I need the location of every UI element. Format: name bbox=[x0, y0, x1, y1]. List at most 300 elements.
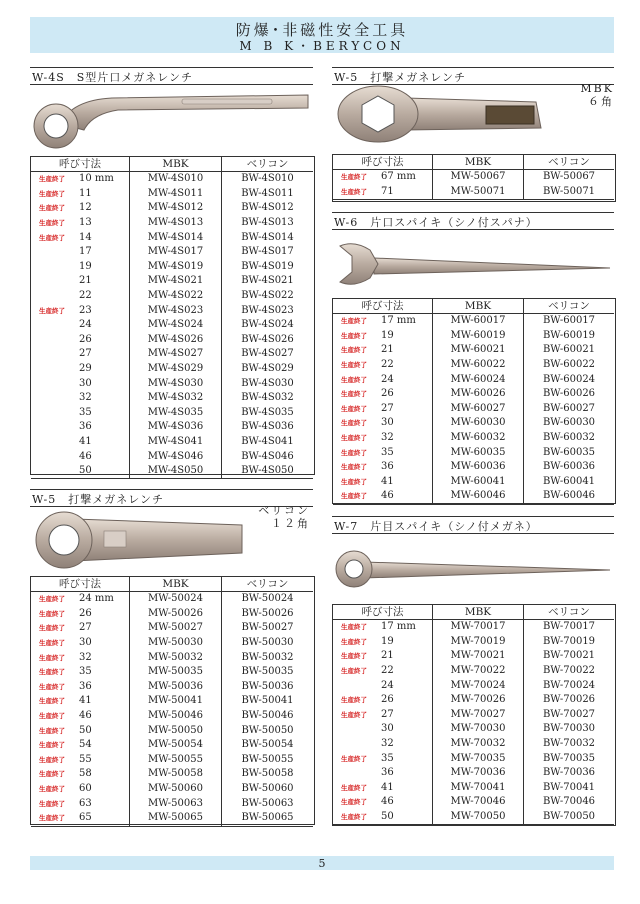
table-row bbox=[333, 766, 614, 781]
spec-table-w5-12 bbox=[31, 576, 313, 827]
size-cell: 30 bbox=[381, 417, 394, 429]
mbk-part-number: MW-4S012 bbox=[130, 201, 222, 216]
size-cell: 22 bbox=[381, 359, 394, 371]
berycon-part-number: BW-50060 bbox=[222, 782, 314, 797]
mbk-part-number: MW-4S010 bbox=[130, 172, 222, 187]
table-row bbox=[333, 372, 614, 387]
berycon-part-number: BW-70041 bbox=[524, 781, 615, 796]
berycon-part-number: BW-50035 bbox=[222, 665, 314, 680]
size-cell: 46 bbox=[79, 710, 92, 722]
discontinued-mark bbox=[31, 420, 79, 435]
table-row bbox=[333, 781, 614, 796]
size-cell: 71 bbox=[381, 185, 433, 200]
size-cell: 55 bbox=[79, 753, 92, 765]
berycon-part-number: BW-4S046 bbox=[222, 449, 314, 464]
berycon-part-number: BW-4S032 bbox=[222, 391, 314, 406]
discontinued-mark: 生産終了 bbox=[341, 477, 367, 486]
discontinued-mark: 生産終了 bbox=[333, 489, 381, 504]
mbk-part-number: MW-4S019 bbox=[130, 260, 222, 275]
mbk-part-number: MW-60021 bbox=[433, 343, 524, 358]
discontinued-mark bbox=[333, 766, 381, 781]
size-cell: 17 mm bbox=[381, 621, 416, 633]
size-cell: 21 bbox=[381, 650, 394, 662]
discontinued-mark bbox=[31, 449, 79, 464]
discontinued-mark bbox=[31, 391, 79, 406]
mbk-part-number: MW-50065 bbox=[130, 811, 222, 826]
size-cell: 26 bbox=[381, 388, 394, 400]
discontinued-mark bbox=[31, 333, 79, 348]
size-cell: 11 bbox=[79, 187, 92, 199]
size-cell: 36 bbox=[381, 461, 394, 473]
mbk-part-number: MW-50067 bbox=[433, 170, 524, 185]
size-cell: 27 bbox=[381, 708, 394, 720]
discontinued-mark: 生産終了 bbox=[341, 783, 367, 792]
berycon-part-number: BW-70036 bbox=[524, 766, 615, 781]
discontinued-mark: 生産終了 bbox=[39, 653, 65, 662]
discontinued-mark: 生産終了 bbox=[341, 623, 367, 632]
mbk-part-number: MW-60036 bbox=[433, 460, 524, 475]
discontinued-mark: 生産終了 bbox=[39, 697, 65, 706]
size-cell: 17 mm bbox=[381, 315, 416, 327]
note-line: MBK bbox=[580, 82, 614, 95]
table-row bbox=[333, 416, 614, 431]
column-header-size: 呼び寸法 bbox=[31, 576, 130, 592]
berycon-part-number: BW-4S014 bbox=[222, 230, 314, 245]
berycon-part-number: BW-4S010 bbox=[222, 172, 314, 187]
column-header-mbk: MBK bbox=[130, 156, 222, 172]
size-cell: 24 mm bbox=[79, 593, 114, 605]
table-row bbox=[31, 665, 313, 680]
discontinued-mark bbox=[31, 464, 79, 479]
mbk-part-number: MW-50055 bbox=[130, 753, 222, 768]
size-cell: 35 bbox=[79, 666, 92, 678]
discontinued-mark: 生産終了 bbox=[341, 463, 367, 472]
mbk-part-number: MW-50058 bbox=[130, 767, 222, 782]
discontinued-mark bbox=[31, 376, 79, 391]
column-header-size: 呼び寸法 bbox=[333, 154, 433, 170]
table-row bbox=[333, 693, 614, 708]
column-header-mbk: MBK bbox=[433, 154, 524, 170]
berycon-part-number: BW-70030 bbox=[524, 722, 615, 737]
discontinued-mark: 生産終了 bbox=[341, 346, 367, 355]
discontinued-mark bbox=[31, 260, 79, 275]
size-cell: 63 bbox=[79, 797, 92, 809]
discontinued-mark: 生産終了 bbox=[39, 712, 65, 721]
discontinued-mark: 生産終了 bbox=[39, 770, 65, 779]
section-title-w6 bbox=[332, 212, 614, 230]
berycon-part-number: BW-4S026 bbox=[222, 333, 314, 348]
berycon-part-number: BW-70027 bbox=[524, 708, 615, 723]
berycon-part-number: BW-50030 bbox=[222, 636, 314, 651]
discontinued-mark: 生産終了 bbox=[341, 173, 367, 182]
column-header-mbk: MBK bbox=[130, 576, 222, 592]
table-row bbox=[31, 201, 313, 216]
mbk-part-number: MW-4S021 bbox=[130, 274, 222, 289]
table-row bbox=[31, 362, 313, 377]
discontinued-mark: 生産終了 bbox=[39, 219, 65, 228]
size-cell: 32 bbox=[79, 651, 92, 663]
table-row bbox=[333, 358, 614, 373]
mbk-part-number: MW-4S014 bbox=[130, 230, 222, 245]
size-cell: 19 bbox=[381, 635, 394, 647]
size-cell: 10 mm bbox=[79, 173, 114, 185]
discontinued-mark: 生産終了 bbox=[341, 375, 367, 384]
discontinued-mark: 生産終了 bbox=[39, 755, 65, 764]
table-row bbox=[31, 709, 313, 724]
discontinued-mark: 生産終了 bbox=[39, 741, 65, 750]
mbk-part-number: MW-60032 bbox=[433, 431, 524, 446]
page-header bbox=[30, 17, 614, 53]
mbk-part-number: MW-50036 bbox=[130, 680, 222, 695]
column-header-berycon: ベリコン bbox=[222, 156, 314, 172]
table-row bbox=[333, 635, 614, 650]
mbk-part-number: MW-60026 bbox=[433, 387, 524, 402]
size-cell: 36 bbox=[79, 421, 92, 433]
spec-table-w5-6 bbox=[333, 154, 614, 200]
discontinued-mark: 生産終了 bbox=[39, 624, 65, 633]
discontinued-mark: 生産終了 bbox=[341, 331, 367, 340]
berycon-part-number: BW-50058 bbox=[222, 767, 314, 782]
berycon-part-number: BW-50032 bbox=[222, 650, 314, 665]
table-row bbox=[333, 649, 614, 664]
mbk-part-number: MW-70036 bbox=[433, 766, 524, 781]
discontinued-mark bbox=[333, 722, 381, 737]
table-row bbox=[31, 303, 313, 318]
size-cell: 29 bbox=[79, 363, 92, 375]
size-cell: 50 bbox=[381, 810, 433, 825]
mbk-part-number: MW-70030 bbox=[433, 722, 524, 737]
column-header-berycon: ベリコン bbox=[222, 576, 314, 592]
discontinued-mark: 生産終了 bbox=[341, 637, 367, 646]
size-cell: 30 bbox=[79, 637, 92, 649]
size-cell: 46 bbox=[79, 450, 92, 462]
section-title-w7 bbox=[332, 516, 614, 534]
discontinued-mark: 生産終了 bbox=[341, 798, 367, 807]
table-row bbox=[31, 187, 313, 202]
berycon-part-number: BW-50024 bbox=[222, 592, 314, 607]
note-line: １２角 bbox=[271, 517, 310, 530]
discontinued-mark: 生産終了 bbox=[39, 233, 65, 242]
mbk-part-number: MW-70024 bbox=[433, 678, 524, 693]
size-cell: 50 bbox=[79, 464, 130, 479]
mbk-part-number: MW-70032 bbox=[433, 737, 524, 752]
column-header-mbk: MBK bbox=[433, 298, 524, 314]
size-cell: 24 bbox=[79, 319, 92, 331]
discontinued-mark: 生産終了 bbox=[341, 390, 367, 399]
mbk-part-number: MW-50063 bbox=[130, 796, 222, 811]
discontinued-mark: 生産終了 bbox=[341, 404, 367, 413]
table-row bbox=[333, 343, 614, 358]
berycon-part-number: BW-70035 bbox=[524, 751, 615, 766]
size-cell: 23 bbox=[79, 304, 92, 316]
table-row bbox=[31, 650, 313, 665]
mbk-part-number: MW-50024 bbox=[130, 592, 222, 607]
discontinued-mark: 生産終了 bbox=[31, 811, 79, 826]
size-cell: 58 bbox=[79, 768, 92, 780]
size-cell: 17 bbox=[79, 246, 92, 258]
mbk-part-number: MW-60046 bbox=[433, 489, 524, 504]
table-row bbox=[333, 460, 614, 475]
striking-box-wrench-6pt-image bbox=[336, 84, 546, 144]
mbk-part-number: MW-60030 bbox=[433, 416, 524, 431]
discontinued-mark: 生産終了 bbox=[341, 434, 367, 443]
size-cell: 60 bbox=[79, 783, 92, 795]
size-cell: 22 bbox=[381, 665, 394, 677]
table-row bbox=[333, 795, 614, 810]
berycon-part-number: BW-4S041 bbox=[222, 435, 314, 450]
berycon-part-number: BW-50071 bbox=[524, 185, 615, 200]
size-cell: 19 bbox=[79, 260, 92, 272]
mbk-part-number: MW-4S032 bbox=[130, 391, 222, 406]
discontinued-mark bbox=[333, 737, 381, 752]
size-cell: 41 bbox=[381, 781, 394, 793]
mbk-part-number: MW-4S022 bbox=[130, 289, 222, 304]
table-row bbox=[333, 387, 614, 402]
table-row bbox=[333, 431, 614, 446]
berycon-part-number: BW-50055 bbox=[222, 753, 314, 768]
size-cell: 65 bbox=[79, 811, 130, 826]
discontinued-mark: 生産終了 bbox=[333, 810, 381, 825]
page-footer bbox=[30, 856, 614, 870]
discontinued-mark: 生産終了 bbox=[39, 668, 65, 677]
spec-table-w6 bbox=[333, 298, 614, 505]
discontinued-mark: 生産終了 bbox=[39, 726, 65, 735]
table-row bbox=[31, 753, 313, 768]
table-row bbox=[31, 435, 313, 450]
size-cell: 12 bbox=[79, 202, 92, 214]
berycon-part-number: BW-4S011 bbox=[222, 187, 314, 202]
table-row bbox=[31, 592, 313, 607]
section-title-w4s bbox=[30, 67, 313, 85]
table-row bbox=[31, 318, 313, 333]
size-cell: 27 bbox=[79, 348, 92, 360]
page-number: 5 bbox=[318, 857, 326, 870]
berycon-part-number: BW-60019 bbox=[524, 329, 615, 344]
table-row bbox=[31, 738, 313, 753]
column-header-berycon: ベリコン bbox=[524, 604, 615, 620]
section-title-text: W-7 片目スパイキ（シノ付メガネ） bbox=[334, 520, 538, 533]
spec-table-w7 bbox=[333, 604, 614, 825]
size-cell: 32 bbox=[381, 432, 394, 444]
spec-table-w4s bbox=[31, 156, 313, 479]
table-row bbox=[31, 420, 313, 435]
discontinued-mark: 生産終了 bbox=[341, 419, 367, 428]
note-w5-12 bbox=[240, 504, 310, 530]
mbk-part-number: MW-70041 bbox=[433, 781, 524, 796]
striking-box-wrench-12pt-image bbox=[34, 509, 244, 571]
table-row bbox=[31, 347, 313, 362]
berycon-part-number: BW-70019 bbox=[524, 635, 615, 650]
mbk-part-number: MW-50026 bbox=[130, 607, 222, 622]
mbk-part-number: MW-60035 bbox=[433, 445, 524, 460]
mbk-part-number: MW-4S036 bbox=[130, 420, 222, 435]
mbk-part-number: MW-4S023 bbox=[130, 303, 222, 318]
berycon-part-number: BW-70026 bbox=[524, 693, 615, 708]
mbk-part-number: MW-50027 bbox=[130, 621, 222, 636]
table-row bbox=[31, 767, 313, 782]
mbk-part-number: MW-50032 bbox=[130, 650, 222, 665]
mbk-part-number: MW-60019 bbox=[433, 329, 524, 344]
mbk-part-number: MW-4S030 bbox=[130, 376, 222, 391]
berycon-part-number: BW-4S024 bbox=[222, 318, 314, 333]
size-cell: 32 bbox=[381, 738, 394, 750]
note-w5-6 bbox=[540, 82, 614, 108]
discontinued-mark: 生産終了 bbox=[39, 785, 65, 794]
mbk-part-number: MW-60022 bbox=[433, 358, 524, 373]
table-row bbox=[333, 314, 614, 329]
discontinued-mark bbox=[31, 435, 79, 450]
discontinued-mark: 生産終了 bbox=[39, 189, 65, 198]
table-row bbox=[31, 376, 313, 391]
size-cell: 35 bbox=[79, 406, 92, 418]
table-row bbox=[333, 445, 614, 460]
table-row bbox=[31, 449, 313, 464]
discontinued-mark: 生産終了 bbox=[341, 361, 367, 370]
mbk-part-number: MW-50050 bbox=[130, 723, 222, 738]
mbk-part-number: MW-4S029 bbox=[130, 362, 222, 377]
table-row bbox=[31, 723, 313, 738]
berycon-part-number: BW-4S023 bbox=[222, 303, 314, 318]
berycon-part-number: BW-4S050 bbox=[222, 464, 314, 479]
size-cell: 30 bbox=[79, 377, 92, 389]
berycon-part-number: BW-60030 bbox=[524, 416, 615, 431]
table-row bbox=[31, 796, 313, 811]
table-row bbox=[333, 810, 614, 825]
berycon-part-number: BW-4S022 bbox=[222, 289, 314, 304]
column-header-size: 呼び寸法 bbox=[333, 604, 433, 620]
column-header-berycon: ベリコン bbox=[524, 298, 615, 314]
berycon-part-number: BW-50027 bbox=[222, 621, 314, 636]
berycon-part-number: BW-70024 bbox=[524, 678, 615, 693]
berycon-part-number: BW-70046 bbox=[524, 795, 615, 810]
mbk-part-number: MW-70050 bbox=[433, 810, 524, 825]
size-cell: 36 bbox=[381, 767, 394, 779]
berycon-part-number: BW-4S035 bbox=[222, 406, 314, 421]
mbk-part-number: MW-60041 bbox=[433, 475, 524, 490]
table-row bbox=[31, 230, 313, 245]
table-row bbox=[333, 722, 614, 737]
page-title: 防爆･非磁性安全工具 bbox=[235, 21, 409, 39]
table-row bbox=[333, 489, 614, 504]
table-row bbox=[333, 737, 614, 752]
size-cell: 32 bbox=[79, 392, 92, 404]
mbk-part-number: MW-60024 bbox=[433, 372, 524, 387]
size-cell: 19 bbox=[381, 329, 394, 341]
discontinued-mark bbox=[31, 274, 79, 289]
size-cell: 21 bbox=[381, 344, 394, 356]
mbk-part-number: MW-4S024 bbox=[130, 318, 222, 333]
berycon-part-number: BW-50067 bbox=[524, 170, 615, 185]
table-row bbox=[333, 402, 614, 417]
note-line: ベリコン bbox=[258, 504, 310, 517]
berycon-part-number: BW-70050 bbox=[524, 810, 615, 825]
section-title-text: W-6 片口スパイキ（シノ付スパナ） bbox=[334, 216, 538, 229]
size-cell: 36 bbox=[79, 680, 92, 692]
mbk-part-number: MW-70021 bbox=[433, 649, 524, 664]
table-row bbox=[333, 475, 614, 490]
table-row bbox=[31, 216, 313, 231]
discontinued-mark bbox=[31, 245, 79, 260]
berycon-part-number: BW-4S017 bbox=[222, 245, 314, 260]
discontinued-mark: 生産終了 bbox=[39, 799, 65, 808]
s-type-ring-wrench-image bbox=[32, 86, 312, 156]
berycon-part-number: BW-4S012 bbox=[222, 201, 314, 216]
berycon-part-number: BW-70017 bbox=[524, 620, 615, 635]
section-title-text: W-5 打撃メガネレンチ bbox=[32, 493, 164, 506]
column-header-berycon: ベリコン bbox=[524, 154, 615, 170]
discontinued-mark: 生産終了 bbox=[39, 609, 65, 618]
mbk-part-number: MW-4S046 bbox=[130, 449, 222, 464]
discontinued-mark: 生産終了 bbox=[39, 204, 65, 213]
size-cell: 35 bbox=[381, 446, 394, 458]
mbk-part-number: MW-4S011 bbox=[130, 187, 222, 202]
berycon-part-number: BW-60026 bbox=[524, 387, 615, 402]
table-row bbox=[333, 678, 614, 693]
size-cell: 26 bbox=[79, 333, 92, 345]
mbk-part-number: MW-60027 bbox=[433, 402, 524, 417]
discontinued-mark: 生産終了 bbox=[341, 448, 367, 457]
table-row bbox=[333, 185, 614, 200]
berycon-part-number: BW-60036 bbox=[524, 460, 615, 475]
note-line: ６角 bbox=[588, 95, 614, 108]
mbk-part-number: MW-4S013 bbox=[130, 216, 222, 231]
mbk-part-number: MW-70019 bbox=[433, 635, 524, 650]
table-row bbox=[31, 782, 313, 797]
berycon-part-number: BW-60024 bbox=[524, 372, 615, 387]
berycon-part-number: BW-50065 bbox=[222, 811, 314, 826]
table-row bbox=[31, 333, 313, 348]
discontinued-mark: 生産終了 bbox=[39, 595, 65, 604]
size-cell: 24 bbox=[381, 373, 394, 385]
table-row bbox=[333, 751, 614, 766]
berycon-part-number: BW-70021 bbox=[524, 649, 615, 664]
section-title-text: W-5 打撃メガネレンチ bbox=[334, 71, 466, 84]
table-row bbox=[31, 636, 313, 651]
table-row bbox=[31, 811, 313, 826]
berycon-part-number: BW-50036 bbox=[222, 680, 314, 695]
berycon-part-number: BW-60022 bbox=[524, 358, 615, 373]
berycon-part-number: BW-50041 bbox=[222, 694, 314, 709]
discontinued-mark: 生産終了 bbox=[39, 306, 65, 315]
size-cell: 50 bbox=[79, 724, 92, 736]
discontinued-mark bbox=[31, 318, 79, 333]
table-row bbox=[31, 406, 313, 421]
discontinued-mark bbox=[31, 406, 79, 421]
table-row bbox=[31, 680, 313, 695]
mbk-part-number: MW-70027 bbox=[433, 708, 524, 723]
size-cell: 30 bbox=[381, 723, 394, 735]
berycon-part-number: BW-70032 bbox=[524, 737, 615, 752]
column-header-mbk: MBK bbox=[433, 604, 524, 620]
mbk-part-number: MW-4S017 bbox=[130, 245, 222, 260]
discontinued-mark: 生産終了 bbox=[341, 754, 367, 763]
table-row bbox=[31, 621, 313, 636]
page-subtitle: M B K・BERYCON bbox=[239, 39, 405, 53]
berycon-part-number: BW-4S013 bbox=[222, 216, 314, 231]
table-row bbox=[333, 708, 614, 723]
mbk-part-number: MW-50046 bbox=[130, 709, 222, 724]
berycon-part-number: BW-4S029 bbox=[222, 362, 314, 377]
berycon-part-number: BW-60041 bbox=[524, 475, 615, 490]
table-row bbox=[31, 289, 313, 304]
discontinued-mark: 生産終了 bbox=[341, 696, 367, 705]
table-row bbox=[31, 172, 313, 187]
discontinued-mark: 生産終了 bbox=[341, 667, 367, 676]
size-cell: 26 bbox=[381, 694, 394, 706]
section-title-text: W-4S S型片口メガネレンチ bbox=[32, 71, 194, 84]
mbk-part-number: MW-70035 bbox=[433, 751, 524, 766]
size-cell: 22 bbox=[79, 290, 92, 302]
